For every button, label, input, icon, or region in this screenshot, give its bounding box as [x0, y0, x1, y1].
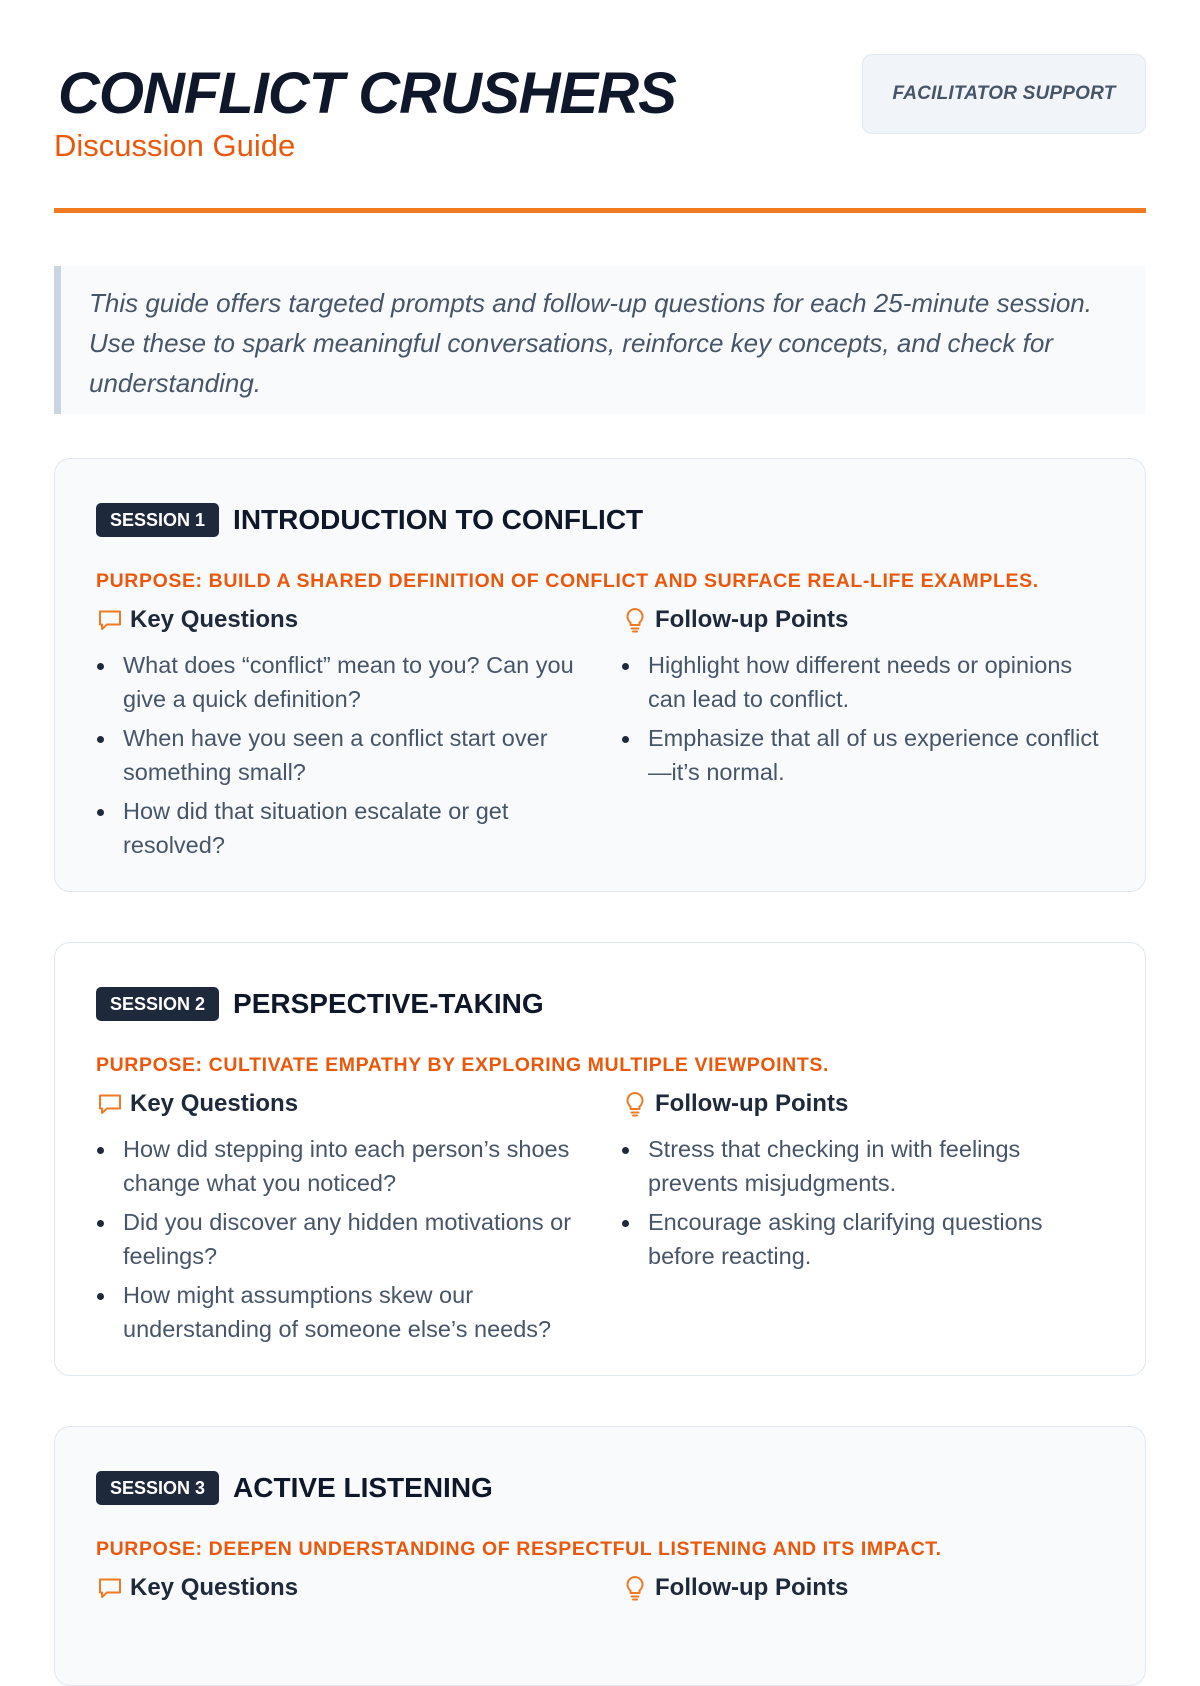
session-card [54, 1426, 1146, 1686]
list-item: Encourage asking clarifying questions before reacting. [621, 1206, 1111, 1273]
follow-up-heading [621, 603, 1111, 637]
session-card [54, 942, 1146, 1376]
speech-bubble-icon [96, 1090, 124, 1118]
session-tag: SESSION 1 [96, 503, 219, 537]
list-item: How did stepping into each person’s shoes change what you noticed? [96, 1133, 586, 1200]
follow-up-column [621, 603, 1111, 795]
follow-up-label: Follow-up Points [655, 606, 849, 633]
lightbulb-icon [621, 1090, 649, 1118]
session-header [96, 1471, 493, 1505]
key-questions-column [96, 1087, 586, 1352]
key-questions-heading [96, 603, 586, 637]
list-item: When have you seen a conflict start over something small? [96, 722, 586, 789]
session-tag: SESSION 2 [96, 987, 219, 1021]
list-item: Stress that checking in with feelings prevents misjudgments. [621, 1133, 1111, 1200]
follow-up-list [621, 649, 1111, 789]
intro-callout [54, 266, 1146, 414]
key-questions-heading [96, 1087, 586, 1121]
page-title: CONFLICT CRUSHERS [58, 61, 676, 126]
key-questions-column [96, 603, 586, 868]
session-purpose: PURPOSE: CULTIVATE EMPATHY BY EXPLORING MULTIPLE VIEWPOINTS. [96, 1054, 829, 1076]
session-tag: SESSION 3 [96, 1471, 219, 1505]
facilitator-support-badge: FACILITATOR SUPPORT [862, 54, 1146, 134]
follow-up-label: Follow-up Points [655, 1574, 849, 1601]
key-questions-list [96, 1133, 586, 1346]
key-questions-label: Key Questions [130, 606, 299, 633]
speech-bubble-icon [96, 606, 124, 634]
session-purpose: PURPOSE: DEEPEN UNDERSTANDING OF RESPECTFUL LISTENING AND ITS IMPACT. [96, 1538, 942, 1560]
session-header [96, 503, 643, 537]
lightbulb-icon [621, 1574, 649, 1602]
page-subtitle: Discussion Guide [54, 128, 296, 163]
list-item: Did you discover any hidden motivations or feelings? [96, 1206, 586, 1273]
session-title: INTRODUCTION TO CONFLICT [233, 504, 644, 535]
list-item: Emphasize that all of us experience conflict—it’s normal. [621, 722, 1111, 789]
list-item: How did that situation escalate or get resolved? [96, 795, 586, 862]
lightbulb-icon [621, 606, 649, 634]
header [54, 52, 1146, 172]
session-purpose: PURPOSE: BUILD A SHARED DEFINITION OF CONFLICT AND SURFACE REAL-LIFE EXAMPLES. [96, 570, 1039, 592]
list-item: What does “conflict” mean to you? Can you give a quick definition? [96, 649, 586, 716]
session-title: ACTIVE LISTENING [233, 1472, 493, 1503]
list-item: How might assumptions skew our understanding of someone else’s needs? [96, 1279, 586, 1346]
session-card [54, 458, 1146, 892]
key-questions-list [96, 649, 586, 862]
header-divider [54, 208, 1146, 213]
key-questions-label: Key Questions [130, 1574, 299, 1601]
list-item: Highlight how different needs or opinions can lead to conflict. [621, 649, 1111, 716]
follow-up-column [621, 1087, 1111, 1279]
key-questions-label: Key Questions [130, 1090, 299, 1117]
follow-up-heading [621, 1087, 1111, 1121]
follow-up-list [621, 1133, 1111, 1273]
follow-up-label: Follow-up Points [655, 1090, 849, 1117]
session-header [96, 987, 544, 1021]
session-title: PERSPECTIVE-TAKING [233, 988, 544, 1019]
intro-text: This guide offers targeted prompts and follow-up questions for each 25-minute session. Use these to spark meaningful conversations, reinforce key concepts, and check for understanding. [89, 288, 1092, 398]
speech-bubble-icon [96, 1574, 124, 1602]
